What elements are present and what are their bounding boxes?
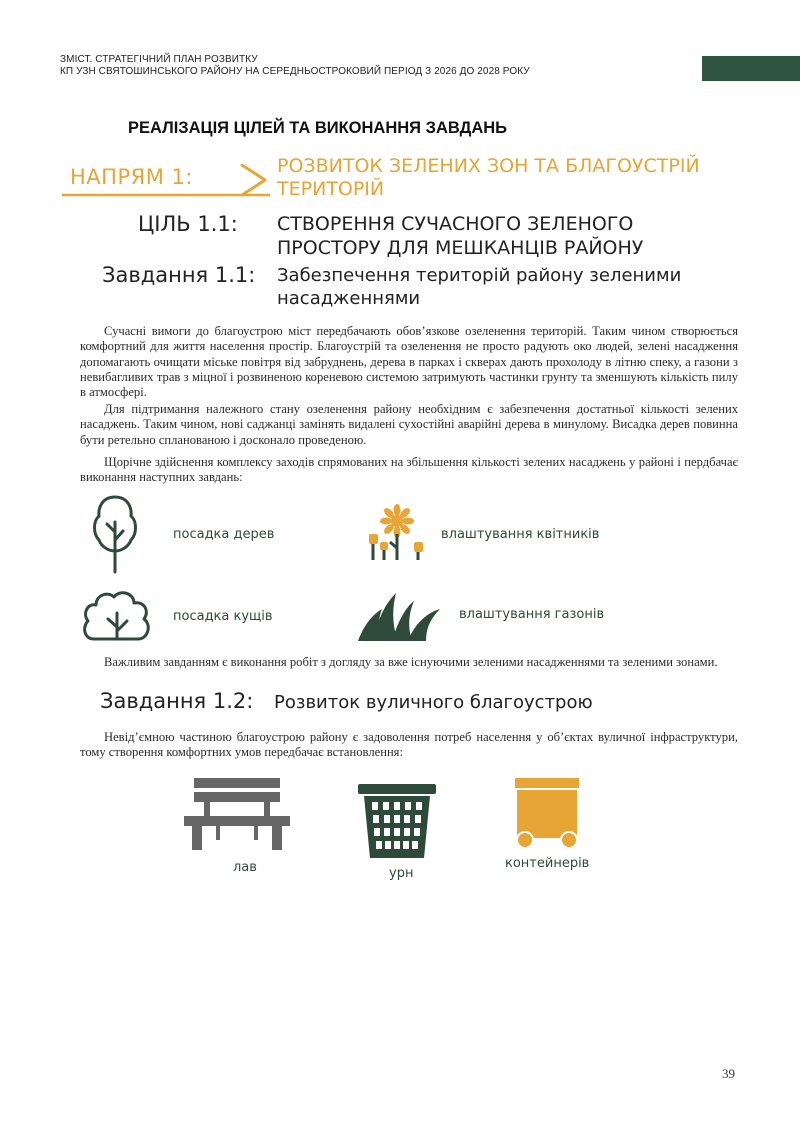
paragraph-maintenance-need: Для підтримання належного стану озеленення району необхідним є забезпечення достатньої кількості зелених насаджень. Таким чином, нові саджанці замінять видалені сухостійні аварійні дерева в минулому. Висадка дерев повинна бути ретельно спланованою і досконало проведеною.	[80, 402, 738, 447]
bench-icon	[182, 776, 292, 852]
page-number: 39	[722, 1066, 735, 1081]
paragraph-street-infrastructure: Невід’ємною частиною благоустрою району є задоволення потреб населення у об’єктах вуличної інфраструктури, тому створення комфортних умов передбачає встановлення:	[80, 730, 738, 760]
task-1-1-title: Забезпечення територій району зеленими насадженнями	[277, 265, 682, 309]
waste-container-icon	[511, 776, 583, 850]
direction-arrow-icon	[60, 164, 270, 198]
paragraph-annual-measures: Щорічне здійснення комплексу заходів спрямованих на збільшення кількості зелених насаджень у районі і пердбачає виконання наступних завдань:	[80, 455, 738, 485]
street-item-bins: урн	[389, 866, 414, 881]
task-1-1-label: Завдання 1.1:	[102, 263, 256, 287]
lawn-icon	[356, 589, 442, 641]
header-title-line-2: КП УЗН СВЯТОШИНСЬКОГО РАЙОНУ НА СЕРЕДНЬОСТРОКОВИЙ ПЕРІОД З 2026 ДО 2028 РОКУ	[60, 66, 530, 77]
task-1-2-label: Завдання 1.2:	[100, 689, 254, 713]
green-task-trees: посадка дерев	[173, 527, 275, 542]
goal-title: СТВОРЕННЯ СУЧАСНОГО ЗЕЛЕНОГО ПРОСТОРУ ДЛЯ МЕШКАНЦІВ РАЙОНУ	[277, 213, 644, 259]
tree-icon	[90, 494, 140, 574]
paragraph-care-existing: Важливим завданням є виконання робіт з догляду за вже існуючими зеленими насадженнями та зеленими зонами.	[104, 655, 718, 669]
street-item-containers: контейнерів	[505, 856, 590, 871]
direction-label: НАПРЯМ 1:	[70, 165, 193, 189]
header-title-line-1: ЗМІСТ. СТРАТЕГІЧНИЙ ПЛАН РОЗВИТКУ	[60, 54, 258, 65]
trash-bin-icon	[356, 782, 438, 860]
street-item-benches: лав	[233, 860, 257, 875]
direction-title: РОЗВИТОК ЗЕЛЕНИХ ЗОН ТА БЛАГОУСТРІЙ ТЕРИТОРІЙ	[277, 155, 700, 200]
header-accent-bar	[702, 56, 800, 81]
green-task-shrubs: посадка кущів	[173, 609, 273, 624]
section-title: РЕАЛІЗАЦІЯ ЦІЛЕЙ ТА ВИКОНАННЯ ЗАВДАНЬ	[128, 119, 508, 137]
shrub-icon	[80, 587, 154, 643]
goal-label: ЦІЛЬ 1.1:	[138, 212, 238, 236]
flowerbed-icon	[364, 504, 436, 562]
green-task-lawns: влаштування газонів	[459, 607, 605, 622]
paragraph-requirements: Сучасні вимоги до благоустрою міст передбачають обов’язкове озеленення територій. Таким чином створюється комфортний для життя населення простір. Благоустрій та озеленення не просто радують око людей, зелені насадження допомагають очищати міське повітря від забруднень, дерева в парках і скверах дають прохолоду в літню спеку, а газони з невибагливих трав з міцної і розвиненою кореневою системою затримують частинки грунту та зменшують кількість пилу в атмосфері.	[80, 324, 738, 400]
task-1-2-title: Розвиток вуличного благоустрою	[274, 692, 593, 713]
green-task-flowerbeds: влаштування квітників	[441, 527, 600, 542]
